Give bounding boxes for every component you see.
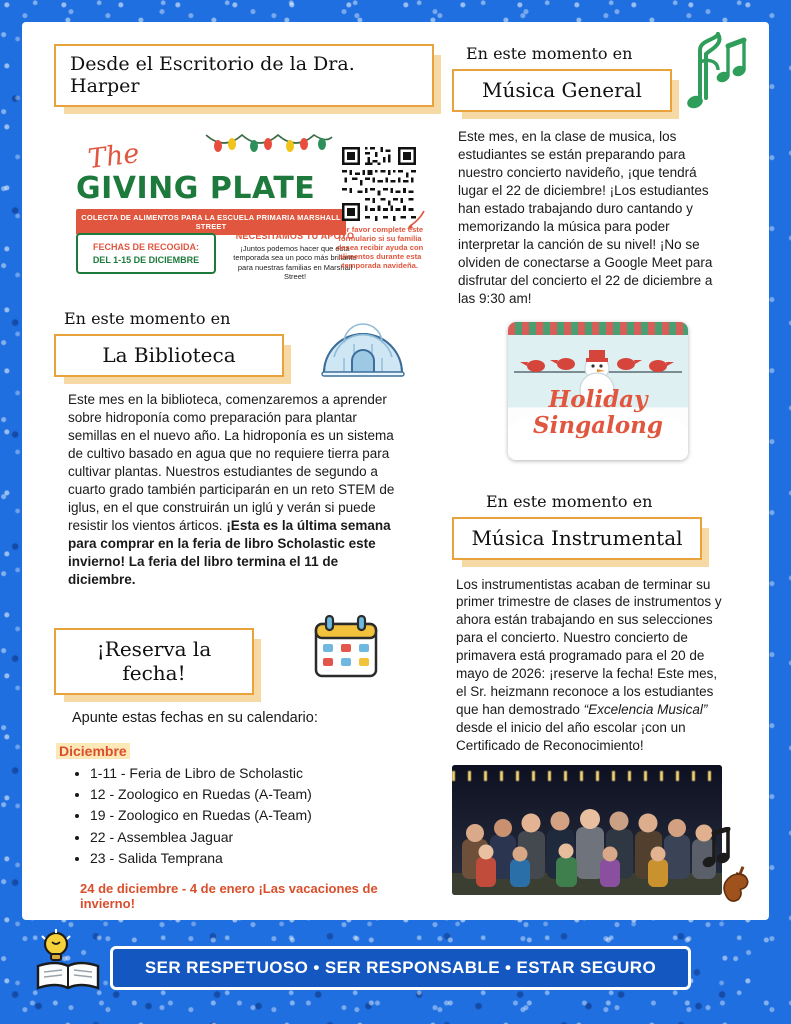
- library-bold-paragraph: ¡Esta es la última semana para comprar en la feria de libro Scholastic este invierno! La feria del libro termina el 11 de diciembre.: [68, 517, 391, 587]
- instrumental-music-section: [452, 492, 744, 896]
- instrumental-paragraph-1: Los instrumentistas acaban de terminar su primer trimestre de clases de instrumentos y ahora están trabajando en sus selecciones para el concierto. Nuestro concierto de primavera está programado para el 20 de mayo de 2026: ¡reserve la fecha! Este mes, el Sr. heizmann reconoce a los estudiantes que han demostrado: [456, 576, 722, 718]
- save-date-intro: Apunte estas fechas en su calendario:: [72, 710, 318, 727]
- flyer-dates-value: DEL 1-15 DE DICIEMBRE: [92, 255, 200, 265]
- winter-break-note: 24 de diciembre - 4 de enero ¡Las vacaciones de invierno!: [80, 881, 378, 912]
- book-and-lightbulb-icon: [30, 928, 110, 998]
- string-lights-icon: [204, 129, 334, 165]
- newsletter-page: [22, 22, 769, 920]
- flyer-the: The: [86, 137, 142, 176]
- footer-motto: SER RESPETUOSO • SER RESPONSABLE • ESTAR SEGURO: [144, 958, 657, 977]
- qr-code-icon[interactable]: [342, 147, 416, 221]
- desk-header-box: [54, 44, 434, 107]
- library-kicker: En este momento en: [64, 309, 231, 328]
- desk-header: Desde el Escritorio de la Dra. Harper: [54, 44, 434, 107]
- instrumental-music-kicker: En este momento en: [486, 491, 653, 511]
- list-item: • 1-11 - Feria de Libro de Scholastic: [90, 763, 434, 784]
- library-header: La Biblioteca: [54, 334, 284, 377]
- save-date-header-box: [54, 628, 434, 695]
- singalong-banner: [508, 322, 688, 335]
- photo-people: [452, 765, 722, 895]
- singalong-line1: Holiday: [548, 385, 648, 413]
- flyer-title: GIVING PLATE: [76, 171, 316, 206]
- giving-plate-flyer: [54, 125, 434, 295]
- library-header-box: [54, 334, 434, 377]
- instrumental-paragraph-2: desde el inicio del año escolar ¡con un Certificado de Reconocimiento!: [456, 720, 686, 754]
- holiday-singalong-image: [508, 322, 688, 460]
- save-date-list: [72, 763, 434, 869]
- list-item: • 22 - Assemblea Jaguar: [90, 827, 434, 848]
- instrumental-music-header: Música Instrumental: [452, 517, 702, 560]
- general-music-section: [452, 44, 744, 308]
- general-music-kicker: En este momento en: [466, 44, 633, 63]
- library-paragraph-text: Este mes en la biblioteca, comenzaremos a aprender sobre hidroponía como preparación para plantar semillas en el nuevo año. La hidroponía es un sistema de cultivo basado en agua que no requiere tierra para cultivar plantas. Nuestros estudiantes de segundo a cuarto grado también participarán en un reto STEM de iglus, en el que construirán un iglú y verán si puede resistir los vientos árticos.: [68, 392, 395, 533]
- flyer-subtitle: COLECTA DE ALIMENTOS PARA LA ESCUELA PRIMARIA MARSHALL STREET: [76, 209, 346, 235]
- save-date-month: Diciembre: [56, 743, 130, 759]
- instrumental-music-header-box: [452, 517, 744, 560]
- list-item: • 23 - Salida Temprana: [90, 848, 434, 869]
- qr-note: Por favor complete este formulario si su familia desea recibir ayuda con alimentos durante esta temporada navideña.: [336, 225, 424, 271]
- violin-and-note-icon: [692, 827, 758, 913]
- group-photo: [452, 765, 722, 895]
- general-music-paragraph: Este mes, en la clase de musica, los estudiantes se están preparando para nuestro concierto navideño, ¡que tendrá lugar el 22 de diciembre! ¡Los estudiantes han estado trabajando duro cantando y memorizando la música para poder interpretar la canción de su nivel! ¡No se olviden de conectarse a Google Meet para disfrutar del concierto el 22 de diciembre a las 9:30 am!: [458, 129, 713, 306]
- footer-motto-bar: [110, 946, 691, 990]
- general-music-header-box: [452, 69, 744, 112]
- library-section: [54, 309, 434, 588]
- left-column: [54, 44, 434, 911]
- instrumental-paragraph-emphasis: “Excelencia Musical”: [583, 702, 708, 718]
- list-item: • 12 - Zoologico en Ruedas (A-Team): [90, 784, 434, 805]
- general-music-header: Música General: [452, 69, 672, 112]
- singalong-line2: Singalong: [533, 411, 663, 439]
- flyer-dates-label: FECHAS DE RECOGIDA:: [92, 242, 199, 252]
- library-paragraph: [68, 391, 408, 588]
- list-item: • 19 - Zoologico en Ruedas (A-Team): [90, 805, 434, 826]
- save-date-header: ¡Reserva la fecha!: [54, 628, 254, 695]
- flyer-support-title: NECESITAMOS TU APOYO: [235, 231, 355, 241]
- flyer-support-text: ¡Juntos podemos hacer que esta temporada sea un poco más brillante para nuestras familias en Marshall Street!: [233, 244, 357, 282]
- right-column: [452, 44, 744, 895]
- instrumental-music-paragraph: [456, 576, 724, 756]
- save-date-section: [54, 628, 434, 911]
- flyer-pickup-dates: [76, 233, 216, 274]
